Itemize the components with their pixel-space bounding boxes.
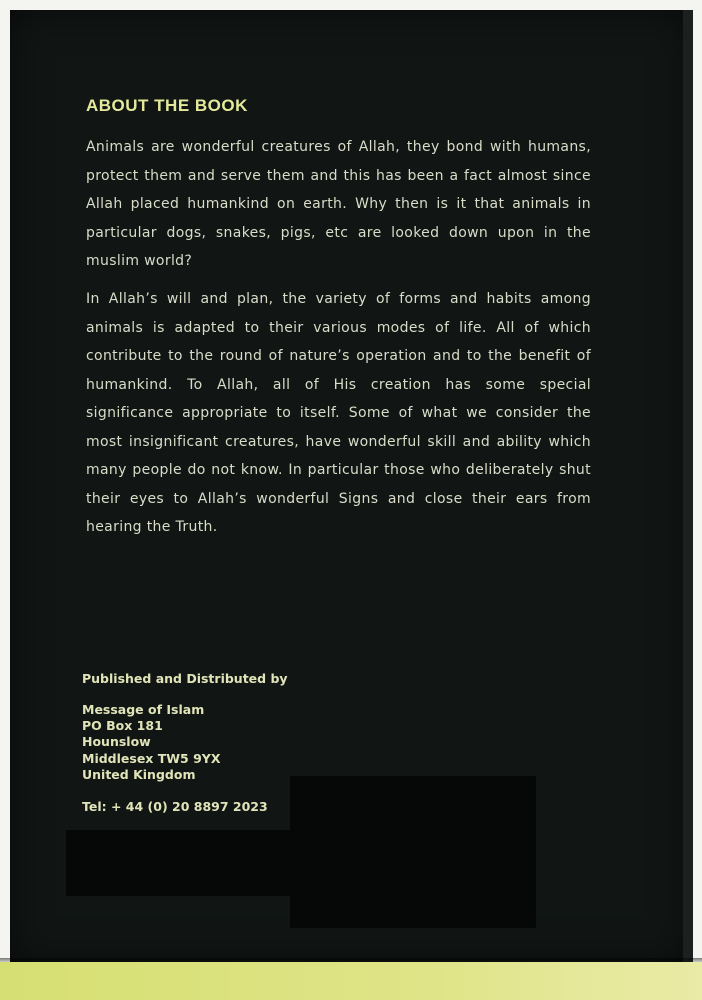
section-heading: ABOUT THE BOOK bbox=[86, 96, 248, 115]
paragraph-1: Animals are wonderful creatures of Allah, they bond with humans, protect them and serve them and this has been a fact almost since Allah placed humankind on earth. Why then is it that animals in particular dogs, snakes, pigs, etc are looked down upon in the muslim world? bbox=[86, 139, 591, 269]
address-line: Middlesex TW5 9YX bbox=[82, 750, 221, 766]
cover-spine-edge bbox=[683, 10, 693, 965]
telephone: Tel: + 44 (0) 20 8897 2023 bbox=[82, 799, 268, 815]
bottom-color-band bbox=[0, 962, 702, 1000]
publisher-info bbox=[82, 671, 288, 814]
address-line: PO Box 181 bbox=[82, 718, 163, 734]
address-line: Message of Islam bbox=[82, 702, 205, 717]
paragraph-2: In Allah’s will and plan, the variety of forms and habits among animals is adapted to their various modes of life. All of which contribute to the round of nature’s operation and to the benefit of humankind. To Allah, all of His creation has some special significance appropriate to itself. Some of what we consider the most insignificant creatures, have wonderful skill and ability which many people do not know. In particular those who deliberately shut their eyes to Allah’s wonderful Signs and close their ears from hearing the Truth. bbox=[86, 291, 591, 535]
publisher-label: Published and Distributed by bbox=[82, 671, 288, 686]
redacted-block bbox=[290, 776, 536, 928]
redacted-block bbox=[66, 830, 292, 896]
address-line: United Kingdom bbox=[82, 766, 196, 782]
address-line: Hounslow bbox=[82, 734, 151, 750]
